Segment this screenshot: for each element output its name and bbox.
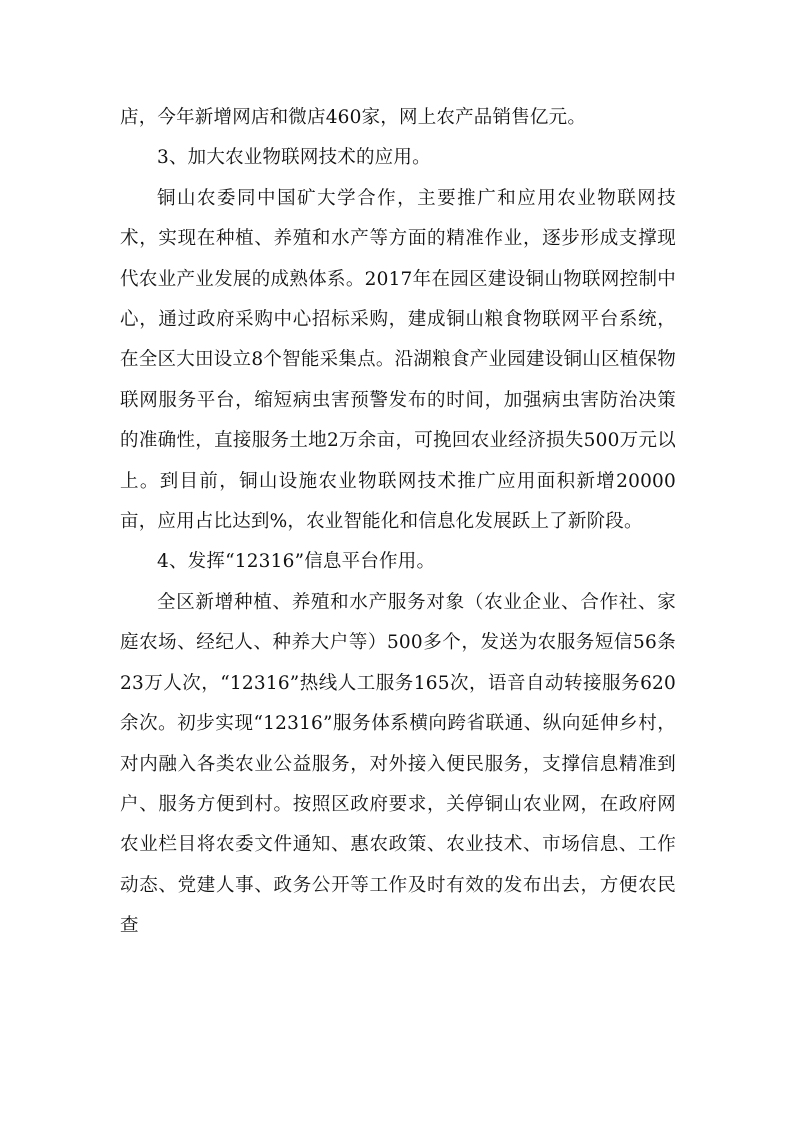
document-body [120,98,676,947]
section-heading-3: 3、加大农业物联网技术的应用。 [157,147,431,169]
paragraph-12316-platform: 全区新增种植、养殖和水产服务对象（农业企业、合作社、家庭农场、经纪人、种养大户等）500多个，发送为农服务短信56条23万人次，“12316”热线人工服务165次，语音自动转接服务620余次。初步实现“12316”服务体系横向跨省联通、纵向延伸乡村，对内融入各类农业公益服务，对外接入便民服务，支撑信息精准到户、服务方便到村。按照区政府要求，关停铜山农业网，在政府网农业栏目将农委文件通知、惠农政策、农业技术、市场信息、工作动态、党建人事、政务公开等工作及时有效的发布出去，方便农民查 [120,591,676,937]
paragraph-continued: 店，今年新增网店和微店460家，网上农产品销售亿元。 [120,107,587,128]
section-heading-4: 4、发挥“12316”信息平台作用。 [157,551,436,573]
paragraph-iot-application: 铜山农委同中国矿大学合作，主要推广和应用农业物联网技术，实现在种植、养殖和水产等方面的精准作业，逐步形成支撑现代农业产业发展的成熟体系。2017年在园区建设铜山物联网控制中心，通过政府采购中心招标采购，建成铜山粮食物联网平台系统，在全区大田设立8个智能采集点。沿湖粮食产业园建设铜山区植保物联网服务平台，缩短病虫害预警发布的时间，加强病虫害防治决策的准确性，直接服务土地2万余亩，可挽回农业经济损失500万元以上。到目前，铜山设施农业物联网技术推广应用面积新增20000亩，应用占比达到%，农业智能化和信息化发展跃上了新阶段。 [120,187,676,533]
